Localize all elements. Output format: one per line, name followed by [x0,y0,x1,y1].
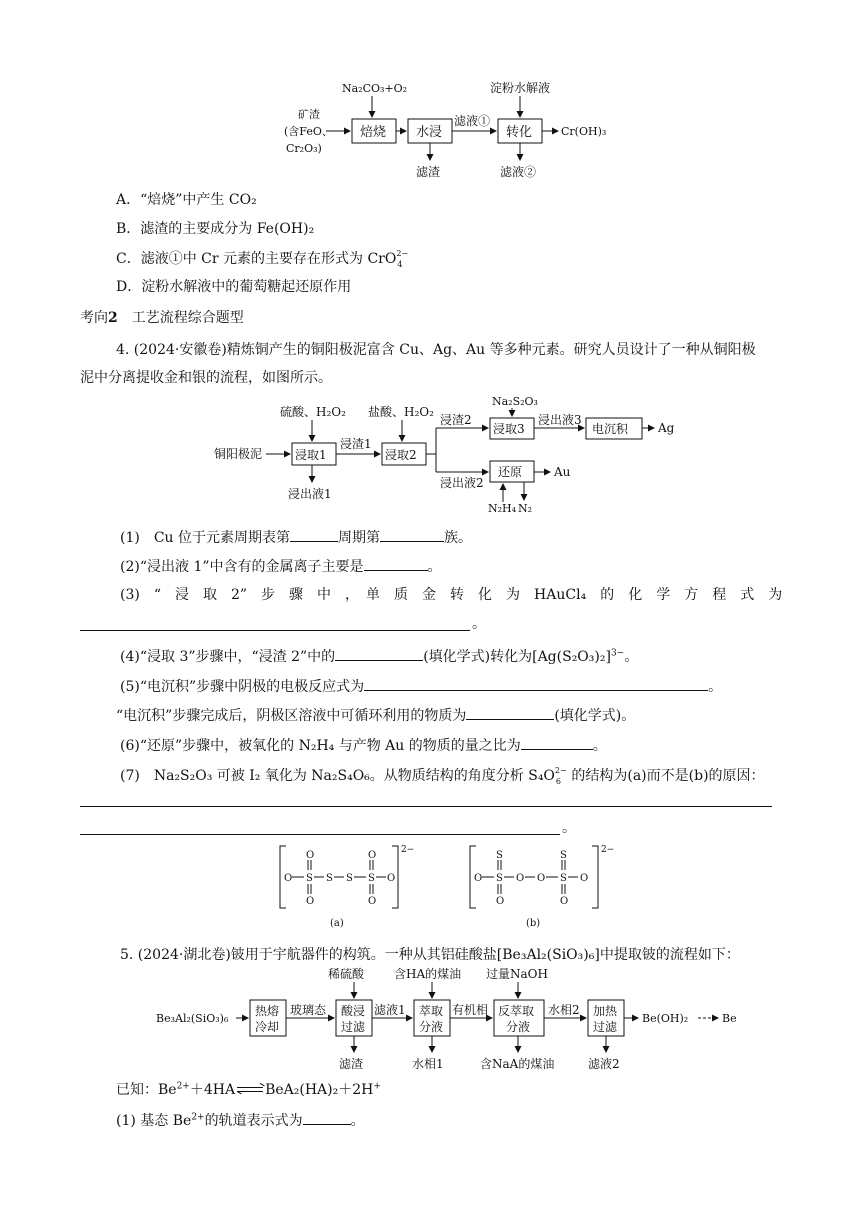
product-au: Au [554,465,571,479]
step-electrodeposit: 电沉积 [592,422,629,436]
answer-blank-orbital[interactable] [303,1110,351,1125]
svg-text:S: S [326,873,333,884]
residue-label: 滤渣 [416,165,441,179]
option-c-sub: 4 [397,260,403,269]
q4-sub7-sub: 6 [555,777,562,786]
product-ag: Ag [658,421,675,435]
reagent-thiosulfate: Na₂S₂O₃ [492,395,538,408]
q5-sub1 [116,1110,365,1130]
q4-sub6-b: 。 [592,738,607,754]
reagent-ha-kerosene: 含HA的煤油 [394,967,462,981]
label-a: (a) [330,918,344,929]
reagent-sulfuric: 硫酸、H₂O₂ [280,405,346,419]
svg-text:O: O [284,873,293,884]
q4-sub1-a: (1) Cu 位于元素周期表第 [120,530,291,546]
q5-known-c: BeA₂(HA)₂＋2H [265,1082,374,1098]
q4-sub4 [120,646,638,666]
svg-text:反萃取: 反萃取 [498,1004,535,1018]
svg-text:O: O [580,873,589,884]
option-c-sup: 2− [396,249,409,258]
svg-text:O: O [560,896,569,907]
answer-blank-period[interactable] [290,527,338,542]
start-copper-mud: 铜阳极泥 [214,447,263,461]
svg-text:热熔: 热熔 [255,1004,280,1018]
q4-sub7 [120,766,765,785]
q4-sub7-end: 。 [562,820,576,836]
q4-sub2 [120,556,442,576]
q4-sub5-2b: (填化学式)。 [554,708,636,724]
option-c [116,249,410,268]
q5-intro: 5. (2024·湖北卷)铍用于宇航器件的构筑。一种从其铝硅酸盐[Be₃Al₂(SiO₃)₆]中提取铍的流程如下： [120,947,740,963]
mid-leachate2: 浸出液2 [440,476,484,490]
step-leach2: 浸取2 [385,448,417,462]
svg-text:O: O [496,896,505,907]
q4-sub7-a: (7) Na₂S₂O₃ 可被 I₂ 氧化为 Na₂S₄O₆。从物质结构的角度分析 S₄O [120,768,555,784]
q5-known-sup2: + [373,1081,381,1092]
out-residue: 滤渣 [339,1057,364,1071]
svg-text:S: S [346,873,353,884]
answer-blank-group[interactable] [380,527,444,542]
q4-sub5-b: 。 [708,679,723,695]
out-leachate1: 浸出液1 [288,487,332,501]
svg-text:加热: 加热 [593,1004,618,1018]
q4-sub4-a: (4)“浸取 3”步骤中，“浸渣 2”中的 [120,649,336,665]
flow-diagram-beryllium [150,964,750,1076]
svg-text:O: O [306,896,315,907]
mid-leachate3: 浸出液3 [538,413,582,427]
svg-text:过滤: 过滤 [593,1020,618,1034]
answer-blank-recyclable[interactable] [466,705,554,720]
svg-text:分液: 分液 [419,1020,444,1034]
svg-text:S: S [496,850,503,861]
q5-sub1-c: 。 [350,1113,365,1129]
step-reduce: 还原 [498,465,523,479]
flow-diagram-copper-mud [200,392,700,516]
option-d: D．淀粉水解液中的葡萄糖起还原作用 [116,279,352,295]
reagent-na2co3: Na₂CO₃+O₂ [342,82,408,95]
svg-text:萃取: 萃取 [419,1004,444,1018]
q5-sub1-a: (1) 基态 Be [116,1113,192,1129]
reagent-hcl: 盐酸、H₂O₂ [368,405,434,419]
svg-text:O: O [368,896,377,907]
step-convert: 转化 [506,125,533,140]
flow-diagram-chromium [270,72,630,184]
q4-sub4-b: (填化学式)转化为[Ag(S₂O₃)₂] [423,649,611,665]
answer-line-reason-2[interactable] [80,834,560,835]
q5-known [116,1081,381,1099]
q4-sub3-end: 。 [472,616,486,632]
product-croh3: Cr(OH)₃ [561,125,607,138]
out-filtrate2: 滤液2 [588,1057,620,1071]
filtrate2-label: 滤液② [500,165,537,179]
charge-b: 2− [601,845,615,855]
input-label-2: (含FeO、 [284,125,333,138]
q5-known-a: 已知：Be [116,1082,177,1098]
out-naa-kerosene: 含NaA的煤油 [480,1057,555,1071]
q4-sub2-a: (2)“浸出液 1”中含有的金属离子主要是 [120,559,364,575]
q4-intro-1: 4. (2024·安徽卷)精炼铜产生的铜阳极泥富含 Cu、Ag、Au 等多种元素。研究人员设计了一种从铜阳极 [116,342,756,358]
section-prefix: 考向 [80,310,108,326]
answer-blank-cathode[interactable] [364,676,708,691]
mid-glassy: 玻璃态 [290,1003,327,1017]
answer-line-reason-1[interactable] [80,806,772,807]
mid-aqueous2: 水相2 [548,1003,580,1017]
reagent-dilute-h2so4: 稀硫酸 [328,967,365,981]
q4-sub5-a: (5)“电沉积”步骤中阴极的电极反应式为 [120,679,365,695]
reagent-hydrazine: N₂H₄ [488,502,517,515]
option-c-text: C．滤液①中 Cr 元素的主要存在形式为 CrO [116,251,397,267]
q5-known-b: ＋4HA [189,1082,236,1098]
mid-filtrate1: 滤液1 [374,1003,406,1017]
step-leach3: 浸取3 [493,422,525,436]
step-roast: 焙烧 [360,125,387,140]
svg-text:O: O [387,873,396,884]
answer-blank-formula[interactable] [335,646,423,661]
q4-sub5 [120,676,722,696]
svg-text:O: O [516,873,525,884]
q4-intro-2: 泥中分离提收金和银的流程，如图所示。 [80,370,332,386]
section-heading [80,309,244,327]
mid-residue1: 浸渣1 [340,437,372,451]
q4-sub7-b: 的结构为(a)而不是(b)的原因： [566,768,765,784]
input-label-1: 矿渣 [298,108,320,121]
input-label-3: Cr₂O₃) [286,142,322,155]
start-beryl: Be₃Al₂(SiO₃)₆ [156,1012,229,1025]
svg-text:S: S [368,873,375,884]
section-number: 2 [108,310,118,326]
svg-text:分液: 分液 [506,1020,531,1034]
q4-sub6-a: (6)“还原”步骤中，被氧化的 N₂H₄ 与产物 Au 的物质的量之比为 [120,738,521,754]
structure-diagrams [270,840,630,936]
product-beoh2: Be(OH)₂ [642,1012,689,1025]
mid-residue2: 浸渣2 [440,413,472,427]
svg-text:过滤: 过滤 [341,1020,366,1034]
q4-sub5-2a: “电沉积”步骤完成后，阴极区溶液中可循环利用的物质为 [116,708,467,724]
q4-sub4-c: 。 [624,649,639,665]
final-be: Be [722,1012,737,1025]
q5-sub1-b: 的轨道表示式为 [204,1113,303,1129]
svg-text:冷却: 冷却 [255,1020,280,1034]
svg-text:O: O [537,873,546,884]
q4-sub1-b: 周期第 [338,530,381,546]
step-water-leach: 水浸 [416,125,443,140]
svg-text:O: O [474,873,483,884]
option-b: B．滤渣的主要成分为 Fe(OH)₂ [116,221,315,237]
reagent-starch: 淀粉水解液 [490,81,551,95]
mid-organic: 有机相 [452,1003,489,1017]
filtrate1-label: 滤液① [454,114,491,128]
svg-text:S: S [306,873,313,884]
svg-text:S: S [560,873,567,884]
q4-sub1 [120,527,472,547]
q4-sub2-b: 。 [427,559,442,575]
answer-blank-ratio[interactable] [521,735,593,750]
q5-known-sup: 2+ [176,1081,190,1092]
q4-sub3: (3) “ 浸 取 2” 步 骤 中 ， 单 质 金 转 化 为 HAuCl₄ 的 化 学 方 程 式 为 [120,587,783,603]
q5-sub1-sup: 2+ [191,1112,205,1123]
equilibrium-arrow-icon [235,1085,265,1095]
answer-line-gold-equation[interactable] [80,630,470,631]
charge-a: 2− [401,845,415,855]
gas-n2: N₂ [518,502,533,515]
q4-sub5-2 [116,705,635,725]
section-title: 工艺流程综合题型 [131,310,244,326]
svg-text:O: O [306,850,315,861]
svg-text:S: S [496,873,503,884]
out-aqueous1: 水相1 [412,1057,444,1071]
q4-sub6 [120,735,607,755]
answer-blank-metal-ions[interactable] [364,556,428,571]
step-leach1: 浸取1 [295,448,327,462]
label-b: (b) [526,918,541,929]
svg-text:S: S [560,850,567,861]
q4-sub4-sup: 3− [610,648,625,659]
q4-sub1-c: 族。 [444,530,473,546]
svg-text:O: O [368,850,377,861]
q4-sub7-sup: 2− [554,766,567,775]
svg-text:酸浸: 酸浸 [341,1004,366,1018]
reagent-naoh: 过量NaOH [486,967,548,981]
option-a: A．“焙烧”中产生 CO₂ [116,192,257,208]
